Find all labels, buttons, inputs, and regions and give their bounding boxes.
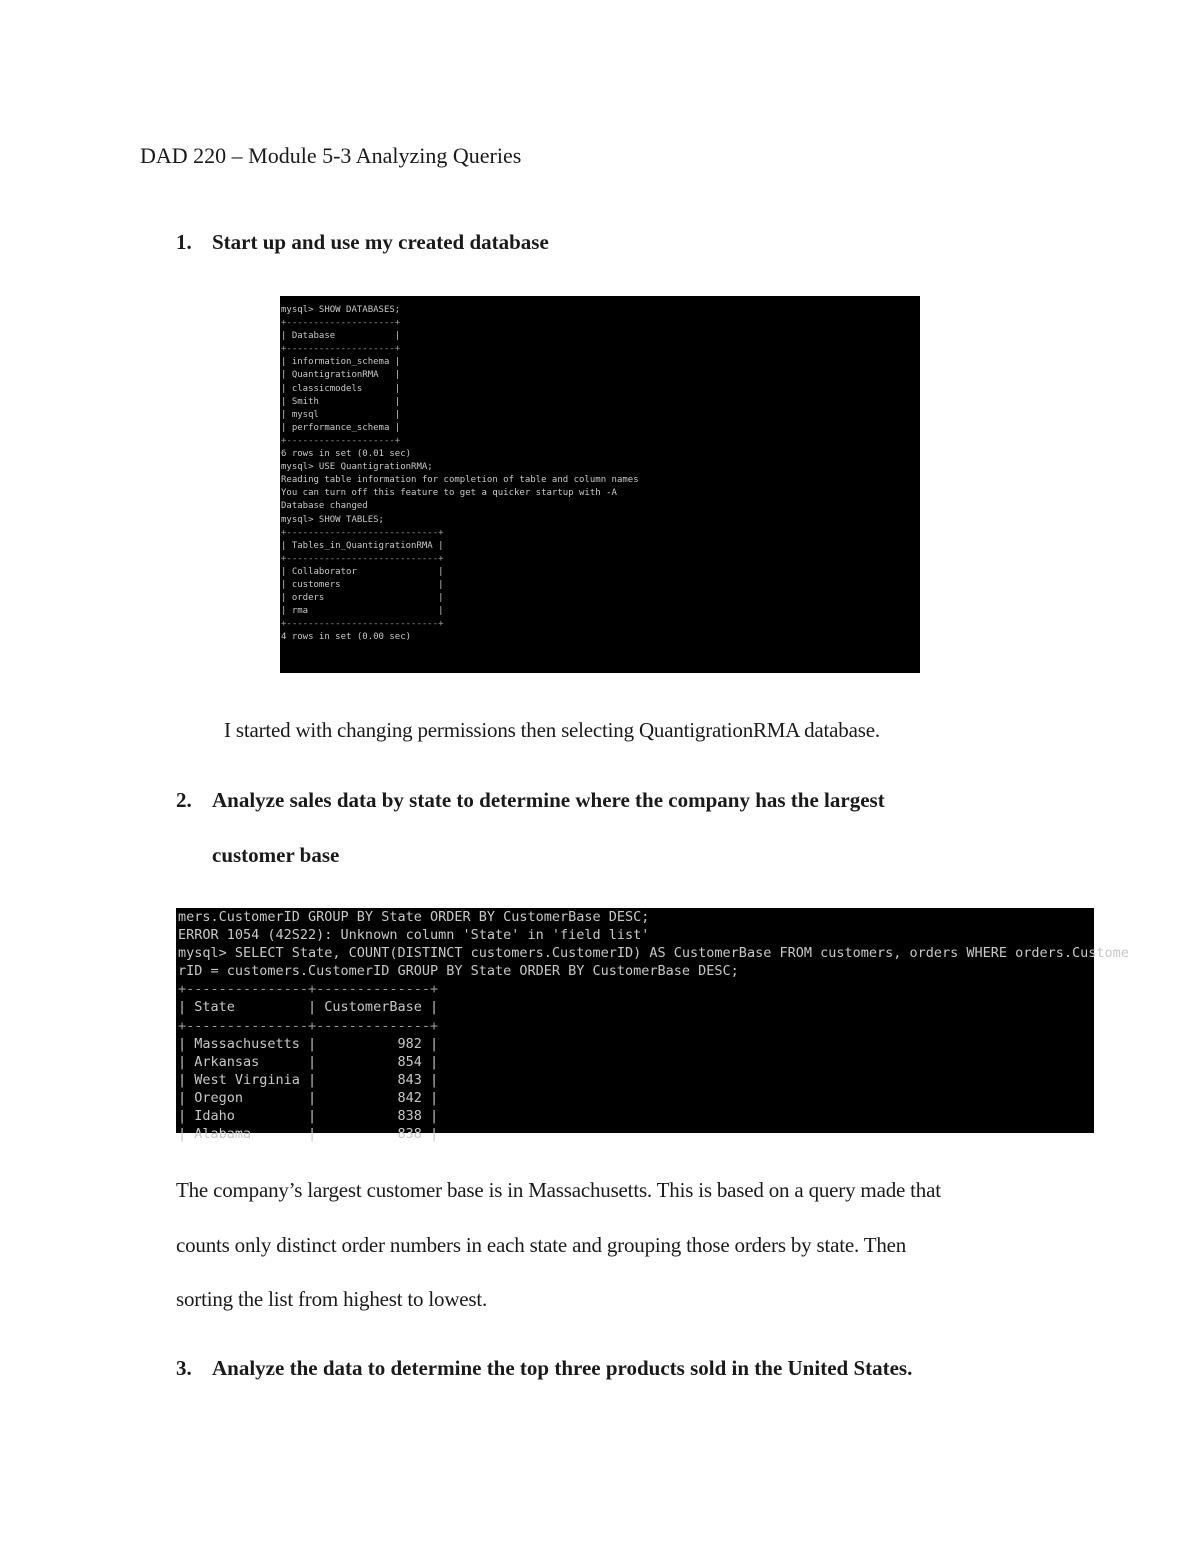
terminal-line: | Tables_in_QuantigrationRMA | (281, 540, 444, 551)
section-3-heading (176, 1353, 912, 1383)
section-2-paragraph-line: The company’s largest customer base is in Massachusetts. This is based on a query made that (176, 1178, 941, 1202)
terminal-line: mers.CustomerID GROUP BY State ORDER BY CustomerBase DESC; (178, 909, 650, 925)
section-3-number: 3. (176, 1356, 192, 1380)
terminal-line: rID = customers.CustomerID GROUP BY State ORDER BY CustomerBase DESC; (178, 963, 739, 980)
terminal-line: | Smith | (281, 396, 401, 407)
terminal-line: 6 rows in set (0.01 sec) (281, 449, 412, 460)
section-2-heading (176, 785, 885, 815)
section-1-paragraph: I started with changing permissions then selecting QuantigrationRMA database. (224, 718, 880, 742)
terminal-line: | Arkansas | 854 | (178, 1053, 439, 1070)
terminal-line: +--------------------+ (281, 344, 401, 355)
section-2-heading-text: Analyze sales data by state to determine where the company has the largest (212, 788, 885, 812)
terminal-line: | performance_schema | (281, 422, 401, 433)
terminal-line: | orders | (281, 593, 444, 604)
terminal-line: | Collaborator | (281, 566, 444, 577)
terminal-line: +----------------------------+ (281, 527, 444, 538)
terminal-line: +---------------+--------------+ (178, 981, 439, 998)
terminal-line: | classicmodels | (281, 383, 401, 394)
terminal-line: | West Virginia | 843 | (178, 1071, 439, 1088)
terminal-line: +--------------------+ (281, 318, 401, 329)
terminal-line: You can turn off this feature to get a quicker startup with -A (281, 488, 617, 499)
section-2-number: 2. (176, 788, 192, 812)
terminal-line: ERROR 1054 (42S22): Unknown column 'State' in 'field list' (178, 927, 650, 944)
terminal-line: mysql> USE QuantigrationRMA; (281, 462, 433, 473)
document-title: DAD 220 – Module 5-3 Analyzing Queries (140, 143, 522, 168)
terminal-line: | Oregon | 842 | (178, 1089, 439, 1106)
terminal-line: +--------------------+ (281, 435, 401, 446)
section-2-heading-continuation: customer base (212, 843, 340, 867)
terminal-screenshot-databases (280, 296, 920, 673)
terminal-line: | Idaho | 838 | (178, 1108, 439, 1125)
terminal-line: | Database | (281, 331, 401, 342)
terminal-line: | Massachusetts | 982 | (178, 1035, 439, 1052)
terminal-line: | mysql | (281, 409, 401, 420)
section-1-heading (176, 227, 549, 257)
terminal-line: | Alabama | 838 | (178, 1126, 439, 1143)
terminal-line: | State | CustomerBase | (178, 999, 439, 1016)
terminal-line: Reading table information for completion of table and column names (281, 475, 639, 486)
terminal-line: +----------------------------+ (281, 553, 444, 564)
section-3-heading-text: Analyze the data to determine the top three products sold in the United States. (212, 1356, 913, 1380)
terminal-line: +----------------------------+ (281, 619, 444, 630)
section-2-paragraph-line: sorting the list from highest to lowest. (176, 1287, 488, 1311)
section-1-heading-text: Start up and use my created database (212, 230, 549, 254)
terminal-line: mysql> SHOW DATABASES; (281, 305, 401, 315)
terminal-line: mysql> SHOW TABLES; (281, 514, 384, 525)
terminal-line: | information_schema | (281, 357, 401, 368)
terminal-line: 4 rows in set (0.00 sec) (281, 632, 412, 643)
terminal-line: mysql> SELECT State, COUNT(DISTINCT customers.CustomerID) AS CustomerBase FROM customers, orders WHERE orders.Custome (178, 945, 1129, 962)
terminal-line: Database changed (281, 501, 368, 512)
terminal-screenshot-customer-base (176, 908, 1129, 1143)
terminal-line: +---------------+--------------+ (178, 1017, 439, 1034)
terminal-line: | rma | (281, 606, 444, 617)
section-1-number: 1. (176, 230, 192, 254)
terminal-line: | QuantigrationRMA | (281, 370, 401, 381)
terminal-line: | customers | (281, 579, 444, 590)
section-2-paragraph-line: counts only distinct order numbers in each state and grouping those orders by state. Then (176, 1233, 907, 1257)
